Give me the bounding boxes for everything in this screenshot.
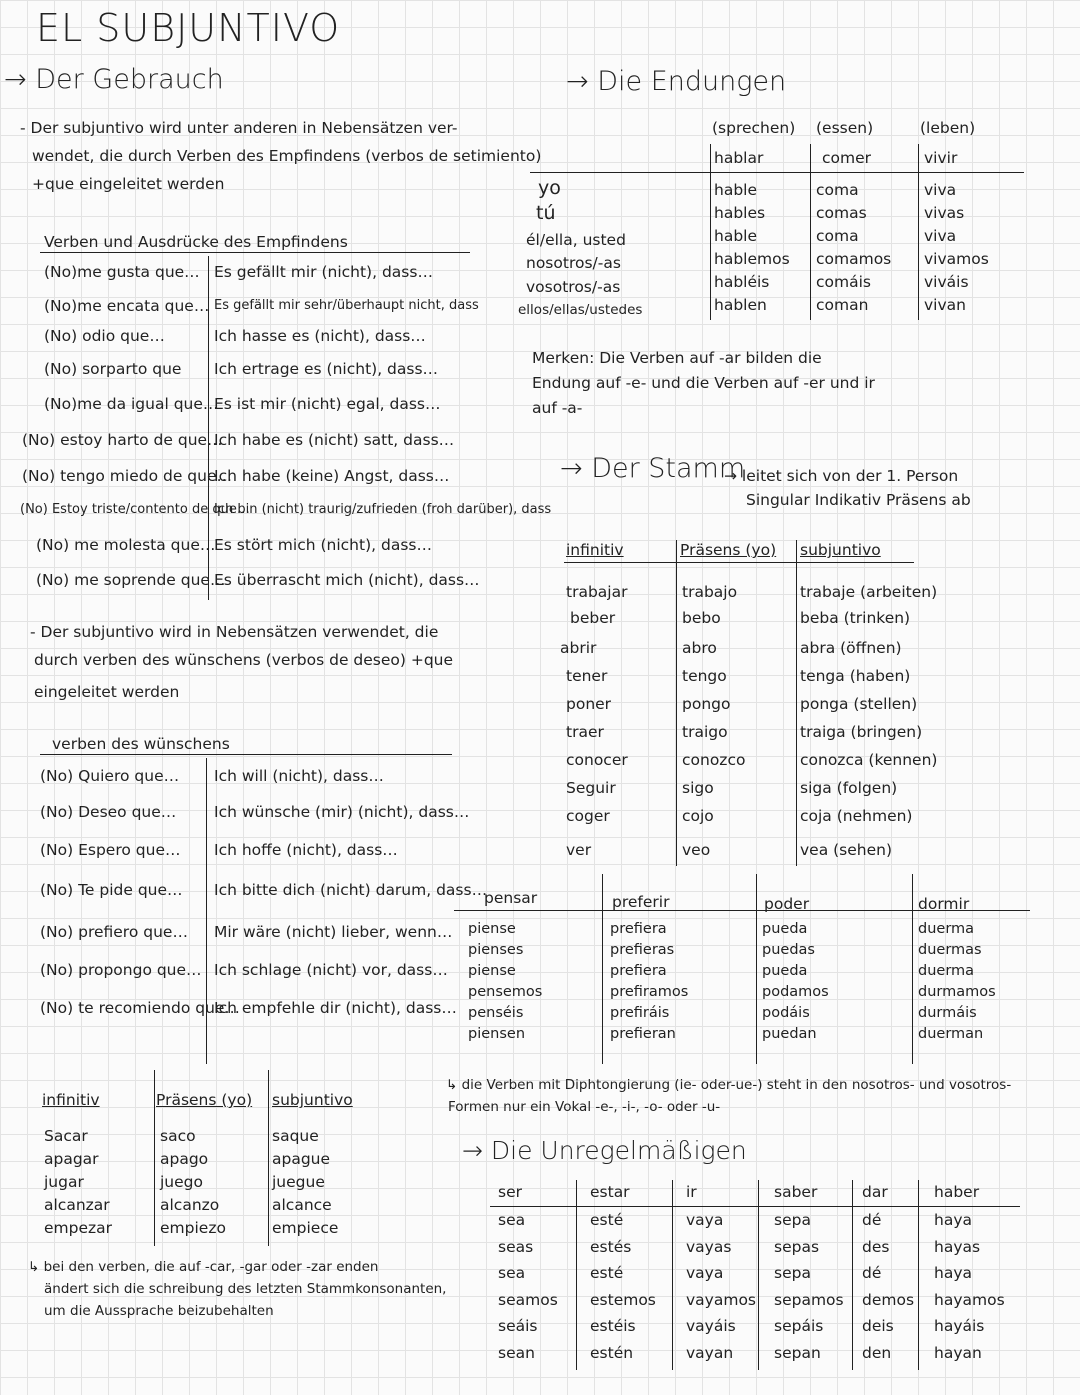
verb-form: coma — [816, 227, 859, 245]
unregel-form: sepa — [774, 1264, 811, 1282]
stamm-present: traigo — [682, 723, 728, 741]
stamm-heading: → Der Stamm — [560, 453, 746, 484]
unregel-form: estés — [590, 1237, 632, 1256]
orth-subjunctive: alcance — [272, 1196, 332, 1214]
verb-form: vivas — [924, 204, 965, 222]
diphthong-infinitive: dormir — [918, 895, 970, 913]
verb-form: coma — [816, 181, 859, 199]
unregel-form: seamos — [498, 1290, 558, 1309]
empfinden-de: Es gefällt mir sehr/überhaupt nicht, dass — [214, 298, 479, 313]
verb-form: viva — [924, 181, 957, 199]
empfinden-es: (No) Estoy triste/contento de que… — [20, 502, 250, 517]
diphthong-form: duerma — [918, 921, 975, 937]
wunsch-es: (No) Quiero que… — [40, 767, 180, 785]
pronoun: él/ella, usted — [526, 231, 626, 249]
stamm-infinitive: tener — [566, 667, 608, 685]
stamm-subjunctive: trabaje (arbeiten) — [800, 583, 938, 601]
empfinden-caption: Verben und Ausdrücke des Empfindens — [44, 233, 348, 251]
verb-form: viva — [924, 227, 957, 245]
verb-form: comamos — [816, 250, 892, 268]
orth-subjunctive: empiece — [272, 1219, 339, 1237]
stamm-present: trabajo — [682, 583, 738, 601]
unregel-form: sepas — [774, 1237, 820, 1256]
unregel-form: vayamos — [686, 1290, 756, 1309]
diphthong-form: durmáis — [918, 1005, 977, 1021]
stamm-present: sigo — [682, 779, 714, 797]
stamm-header: subjuntivo — [800, 541, 881, 559]
diphthong-infinitive: poder — [764, 895, 810, 913]
orth-infinitive: Sacar — [44, 1127, 88, 1145]
stamm-header: infinitiv — [566, 541, 624, 559]
stamm-infinitive: conocer — [566, 751, 628, 769]
stamm-infinitive: beber — [570, 609, 616, 627]
wunsch-es: (No) propongo que… — [40, 961, 202, 979]
unregel-form: vaya — [686, 1264, 724, 1282]
unregel-infinitive: ir — [686, 1183, 697, 1201]
unregel-form: haya — [934, 1211, 972, 1229]
orth-infinitive: empezar — [44, 1219, 113, 1237]
wunsch-es: (No) Te pide que… — [40, 881, 183, 899]
verb-infinitive: hablar — [714, 149, 764, 167]
verb-form: habléis — [714, 273, 770, 291]
unregel-form: sea — [498, 1211, 526, 1229]
unregel-form: sepamos — [774, 1290, 844, 1309]
diphthong-form: duerman — [918, 1026, 984, 1042]
diphthong-form: prefiráis — [610, 1005, 670, 1021]
empfinden-es: (No) sorparto que — [44, 360, 182, 378]
empfinden-de: Es gefällt mir (nicht), dass… — [214, 263, 433, 281]
verb-form: hable — [714, 227, 758, 245]
verb-infinitive: vivir — [924, 149, 958, 167]
diphthong-form: puedan — [762, 1026, 817, 1042]
stamm-present: tengo — [682, 667, 727, 685]
orth-subjunctive: juegue — [272, 1173, 325, 1191]
stamm-subjunctive: vea (sehen) — [800, 841, 893, 859]
unregel-form: des — [862, 1237, 890, 1256]
stamm-infinitive: traer — [566, 723, 604, 741]
diphthong-form: prefieran — [610, 1026, 676, 1042]
verb-form: comas — [816, 204, 867, 222]
pronoun: ellos/ellas/ustedes — [518, 302, 643, 318]
unregel-infinitive: saber — [774, 1183, 818, 1201]
orth-infinitive: jugar — [44, 1173, 84, 1191]
verb-form: vivamos — [924, 250, 989, 268]
stamm-note-1: → leitet sich von der 1. Person — [724, 467, 959, 485]
pronoun: nosotros/-as — [526, 254, 621, 272]
stamm-subjunctive: tenga (haben) — [800, 667, 911, 685]
diphthong-form: pueda — [762, 921, 808, 937]
stamm-subjunctive: siga (folgen) — [800, 779, 898, 797]
orth-header: subjuntivo — [272, 1091, 353, 1109]
wunsch-de: Mir wäre (nicht) lieber, wenn… — [214, 923, 453, 941]
orth-infinitive: apagar — [44, 1150, 99, 1168]
empfinden-de: Es überrascht mich (nicht), dass… — [214, 571, 480, 589]
verb-gloss: (sprechen) — [712, 119, 796, 137]
diphthong-form: podamos — [762, 984, 829, 1000]
unregel-form: dé — [862, 1211, 882, 1229]
stamm-subjunctive: conozca (kennen) — [800, 751, 938, 769]
empfinden-es: (No)me gusta que… — [44, 263, 200, 281]
verb-gloss: (leben) — [920, 119, 976, 137]
gebrauch-intro-2: - Der subjuntivo wird in Nebensätzen verwendet, die durch verben des wünschens (verbos de deseo) +que eingeleitet werden — [30, 623, 454, 701]
empfinden-es: (No)me da igual que… — [44, 395, 219, 413]
verb-form: hables — [714, 204, 766, 222]
diphthong-form: duermas — [918, 942, 982, 958]
stamm-infinitive: coger — [566, 807, 610, 825]
pronoun: tú — [536, 202, 556, 224]
merken-note: Merken: Die Verben auf -ar bilden die Endung auf -e- und die Verben auf -er und ir auf -a- — [532, 349, 875, 417]
unregel-infinitive: estar — [590, 1183, 630, 1201]
gebrauch-intro-1: - Der subjuntivo wird unter anderen in Nebensätzen ver- wendet, die durch Verben des Empfindens (verbos de setimiento) +que eingeleitet werden — [20, 119, 542, 193]
verb-form: hable — [714, 181, 758, 199]
stamm-note-2: Singular Indikativ Präsens ab — [746, 491, 971, 509]
page-title: EL SUBJUNTIVO — [36, 6, 341, 50]
unregel-form: esté — [590, 1211, 624, 1229]
orth-subjunctive: saque — [272, 1127, 319, 1145]
unregel-form: den — [862, 1343, 892, 1362]
empfinden-es: (No) estoy harto de que… — [22, 431, 223, 449]
unregel-form: sepa — [774, 1211, 811, 1229]
wunsch-es: (No) te recomiendo que… — [40, 999, 240, 1017]
unregel-form: estemos — [590, 1290, 656, 1309]
stamm-present: pongo — [682, 695, 731, 713]
verb-form: hablemos — [714, 250, 790, 268]
stamm-subjunctive: beba (trinken) — [800, 609, 911, 627]
stamm-infinitive: poner — [566, 695, 612, 713]
verb-form: comáis — [816, 273, 871, 291]
wunsch-de: Ich schlage (nicht) vor, dass… — [214, 961, 448, 979]
unregel-form: deis — [862, 1317, 894, 1335]
stamm-infinitive: Seguir — [566, 779, 616, 797]
unregel-heading: → Die Unregelmäßigen — [462, 1136, 747, 1165]
empfinden-de: Es ist mir (nicht) egal, dass… — [214, 395, 441, 413]
verb-gloss: (essen) — [816, 119, 874, 137]
pronoun: yo — [538, 177, 561, 199]
unregel-form: hayan — [934, 1343, 982, 1362]
unregel-form: vayáis — [686, 1317, 736, 1335]
wunsch-es: (No) prefiero que… — [40, 923, 188, 941]
unregel-form: hayáis — [934, 1317, 985, 1335]
empfinden-de: Ich habe (keine) Angst, dass… — [214, 467, 450, 485]
diphthong-form: duerma — [918, 963, 975, 979]
diphthong-form: piense — [468, 921, 516, 937]
verb-form: coman — [816, 296, 869, 314]
unregel-form: haya — [934, 1264, 972, 1282]
empfinden-de: Ich ertrage es (nicht), dass… — [214, 360, 439, 378]
diphthong-form: durmamos — [918, 984, 996, 1000]
diphthong-form: prefiera — [610, 921, 667, 937]
empfinden-de: Ich bin (nicht) traurig/zufrieden (froh darüber), dass — [214, 502, 552, 517]
diphthong-form: prefieras — [610, 942, 675, 958]
wunsch-de: Ich hoffe (nicht), dass… — [214, 841, 398, 859]
verb-form: vivan — [924, 296, 966, 314]
stamm-subjunctive: coja (nehmen) — [800, 807, 913, 825]
wunsch-de: Ich empfehle dir (nicht), dass… — [214, 999, 457, 1017]
unregel-infinitive: ser — [498, 1183, 522, 1201]
unregel-form: vayas — [686, 1237, 732, 1256]
wunsch-es: (No) Espero que… — [40, 841, 181, 859]
diphthong-note: ↳ die Verben mit Diphtongierung (ie- oder-ue-) steht in den nosotros- und vosotros- Formen nur ein Vokal -e-, -i-, -o- oder -u- — [446, 1077, 1012, 1115]
empfinden-es: (No) me soprende que… — [36, 571, 226, 589]
verb-infinitive: comer — [822, 149, 872, 167]
unregel-form: demos — [862, 1290, 915, 1309]
unregel-form: hayas — [934, 1237, 981, 1256]
unregel-form: dé — [862, 1264, 882, 1282]
orth-header: infinitiv — [42, 1091, 100, 1109]
stamm-subjunctive: traiga (bringen) — [800, 723, 923, 741]
diphthong-form: pueda — [762, 963, 808, 979]
stamm-present: veo — [682, 841, 711, 859]
empfinden-de: Es stört mich (nicht), dass… — [214, 536, 432, 554]
unregel-form: esté — [590, 1264, 624, 1282]
orth-header: Präsens (yo) — [156, 1091, 253, 1109]
orth-present: saco — [160, 1127, 196, 1145]
unregel-form: sepáis — [774, 1317, 824, 1335]
diphthong-form: puedas — [762, 942, 815, 958]
stamm-header: Präsens (yo) — [680, 541, 777, 559]
empfinden-de: Ich habe es (nicht) satt, dass… — [214, 431, 455, 449]
unregel-form: sepan — [774, 1343, 821, 1362]
wunsch-de: Ich bitte dich (nicht) darum, dass… — [214, 881, 488, 899]
orth-present: juego — [160, 1173, 203, 1191]
unregel-infinitive: haber — [934, 1183, 980, 1201]
stamm-subjunctive: ponga (stellen) — [800, 695, 918, 713]
unregel-form: hayamos — [934, 1290, 1005, 1309]
orth-subjunctive: apague — [272, 1150, 331, 1168]
diphthong-form: prefiera — [610, 963, 667, 979]
stamm-present: bebo — [682, 609, 721, 627]
orthographic-note: ↳ bei den verben, die auf -car, -gar oder -zar enden ändert sich die schreibung des letzten Stammkonsonanten, um die Aussprache beizubehalten — [28, 1259, 447, 1319]
unregel-infinitive: dar — [862, 1183, 888, 1201]
stamm-present: conozco — [682, 751, 746, 769]
diphthong-form: podáis — [762, 1005, 810, 1021]
empfinden-es: (No) me molesta que… — [36, 536, 216, 554]
wunsch-caption: verben des wünschens — [52, 735, 230, 753]
empfinden-de: Ich hasse es (nicht), dass… — [214, 327, 426, 345]
wunsch-de: Ich wünsche (mir) (nicht), dass… — [214, 803, 470, 821]
diphthong-form: piense — [468, 963, 516, 979]
orth-infinitive: alcanzar — [44, 1196, 110, 1214]
wunsch-de: Ich will (nicht), dass… — [214, 767, 384, 785]
diphthong-form: prefiramos — [610, 984, 689, 1000]
diphthong-infinitive: pensar — [484, 889, 538, 907]
orth-present: apago — [160, 1150, 209, 1168]
orth-present: empiezo — [160, 1219, 226, 1237]
unregel-form: sean — [498, 1343, 535, 1362]
empfinden-es: (No) odio que… — [44, 327, 165, 345]
stamm-present: abro — [682, 639, 717, 657]
stamm-infinitive: trabajar — [566, 583, 628, 601]
diphthong-form: pienses — [468, 942, 524, 958]
unregel-form: vaya — [686, 1211, 724, 1229]
wunsch-es: (No) Deseo que… — [40, 803, 177, 821]
verb-form: viváis — [924, 273, 969, 291]
endungen-heading: → Die Endungen — [566, 66, 787, 97]
empfinden-es: (No)me encata que… — [44, 297, 210, 315]
stamm-infinitive: abrir — [560, 639, 597, 657]
diphthong-form: pensemos — [468, 984, 543, 1000]
unregel-form: estén — [590, 1343, 634, 1362]
stamm-infinitive: ver — [566, 841, 592, 859]
unregel-form: seas — [498, 1237, 534, 1256]
unregel-form: estéis — [590, 1317, 636, 1335]
stamm-present: cojo — [682, 807, 714, 825]
diphthong-infinitive: preferir — [612, 893, 670, 911]
orth-present: alcanzo — [160, 1196, 220, 1214]
gebrauch-heading: → Der Gebrauch — [4, 64, 224, 95]
diphthong-form: piensen — [468, 1026, 526, 1042]
unregel-form: seáis — [498, 1317, 538, 1335]
pronoun: vosotros/-as — [526, 278, 621, 296]
diphthong-form: penséis — [468, 1005, 524, 1021]
stamm-subjunctive: abra (öffnen) — [800, 639, 902, 657]
unregel-form: vayan — [686, 1343, 734, 1362]
verb-form: hablen — [714, 296, 767, 314]
unregel-form: sea — [498, 1264, 526, 1282]
empfinden-es: (No) tengo miedo de que… — [22, 467, 232, 485]
